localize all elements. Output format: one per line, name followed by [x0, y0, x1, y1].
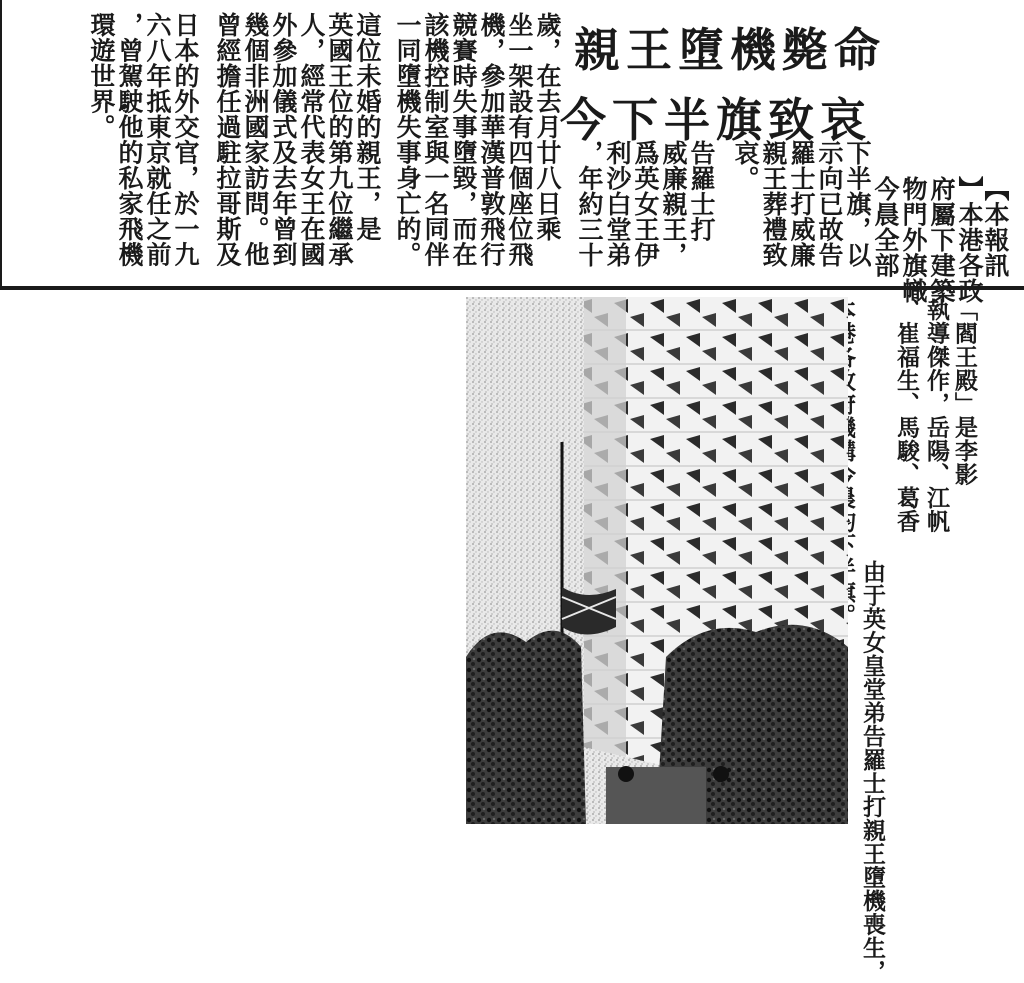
article-top-column: 下半旗，以	[843, 140, 872, 268]
article-top-column: 爲英女王伊	[631, 140, 660, 268]
article-top-column: 利沙白堂弟	[603, 140, 632, 268]
article-bottom-column: 、崔福生、馬駿、葛香	[893, 298, 920, 533]
article-top-column: 府屬下建築	[927, 176, 956, 304]
article-top-column: 這位未婚的親王，是	[353, 12, 382, 242]
article-top-column: 機，參加華漢普敦飛行	[477, 12, 506, 267]
article-top-column: 曾經擔任過駐拉哥斯及	[213, 12, 242, 267]
article-top-column: 幾個非洲國家訪問。他	[241, 12, 270, 267]
article-top-column: 競賽時失事墮毀，而在	[449, 12, 478, 267]
article-top-column: 物門外旗幟	[899, 176, 928, 304]
article-top-column: 六八年抵東京就任之前	[143, 12, 172, 267]
article-bottom-column: 執導傑作，岳陽、江帆	[923, 298, 950, 533]
article-top-column: 羅士打威廉	[787, 140, 816, 268]
article-top-column: 一同墮機失事身亡的。	[393, 12, 422, 267]
article-bottom-column: 「閻王殿」是李影	[951, 298, 978, 486]
article-top-column: 歲，在去月廿八日乘	[533, 12, 562, 242]
article-bottom-column: 由于英女皇堂弟告羅士打親王墮機喪生，	[859, 560, 886, 983]
article-top-column: 今晨全部	[871, 176, 900, 278]
article-top-column: 外參加儀式及去年曾到	[269, 12, 298, 267]
top-rule	[0, 286, 1024, 290]
article-top-column: 示向已故告	[815, 140, 844, 268]
article-top-column: 日本的外交官，於一九	[171, 12, 200, 267]
article-top-column: 告羅士打	[687, 140, 716, 242]
flag-at-half-mast-building-photo-icon	[466, 297, 848, 824]
article-top-column: 坐一架設有四個座位飛	[505, 12, 534, 267]
article-top-column: ，曾駕駛他的私家飛機	[115, 12, 144, 267]
article-top-column: 親王葬禮致	[759, 140, 788, 268]
article-top-column: ，年約三十	[575, 140, 604, 268]
article-top-column: 英國王位的第九位繼承	[325, 12, 354, 267]
article-top-column: 】本港各政	[955, 176, 984, 304]
article-top-column: 人，經常代表女王在國	[297, 12, 326, 267]
article-top-column: 【本報訊	[981, 176, 1010, 278]
article-top-column: 環遊世界。	[87, 12, 116, 140]
headline-line1: 親王墮機斃命	[574, 23, 886, 77]
headline-line2: 今下半旗致哀	[560, 93, 872, 147]
article-top-column: 哀。	[731, 140, 760, 191]
article-top-column: 該機控制室與一名同伴	[421, 12, 450, 267]
article-top-column: 威廉親王，	[659, 140, 688, 268]
left-rule	[0, 0, 2, 290]
news-photo	[466, 297, 848, 824]
